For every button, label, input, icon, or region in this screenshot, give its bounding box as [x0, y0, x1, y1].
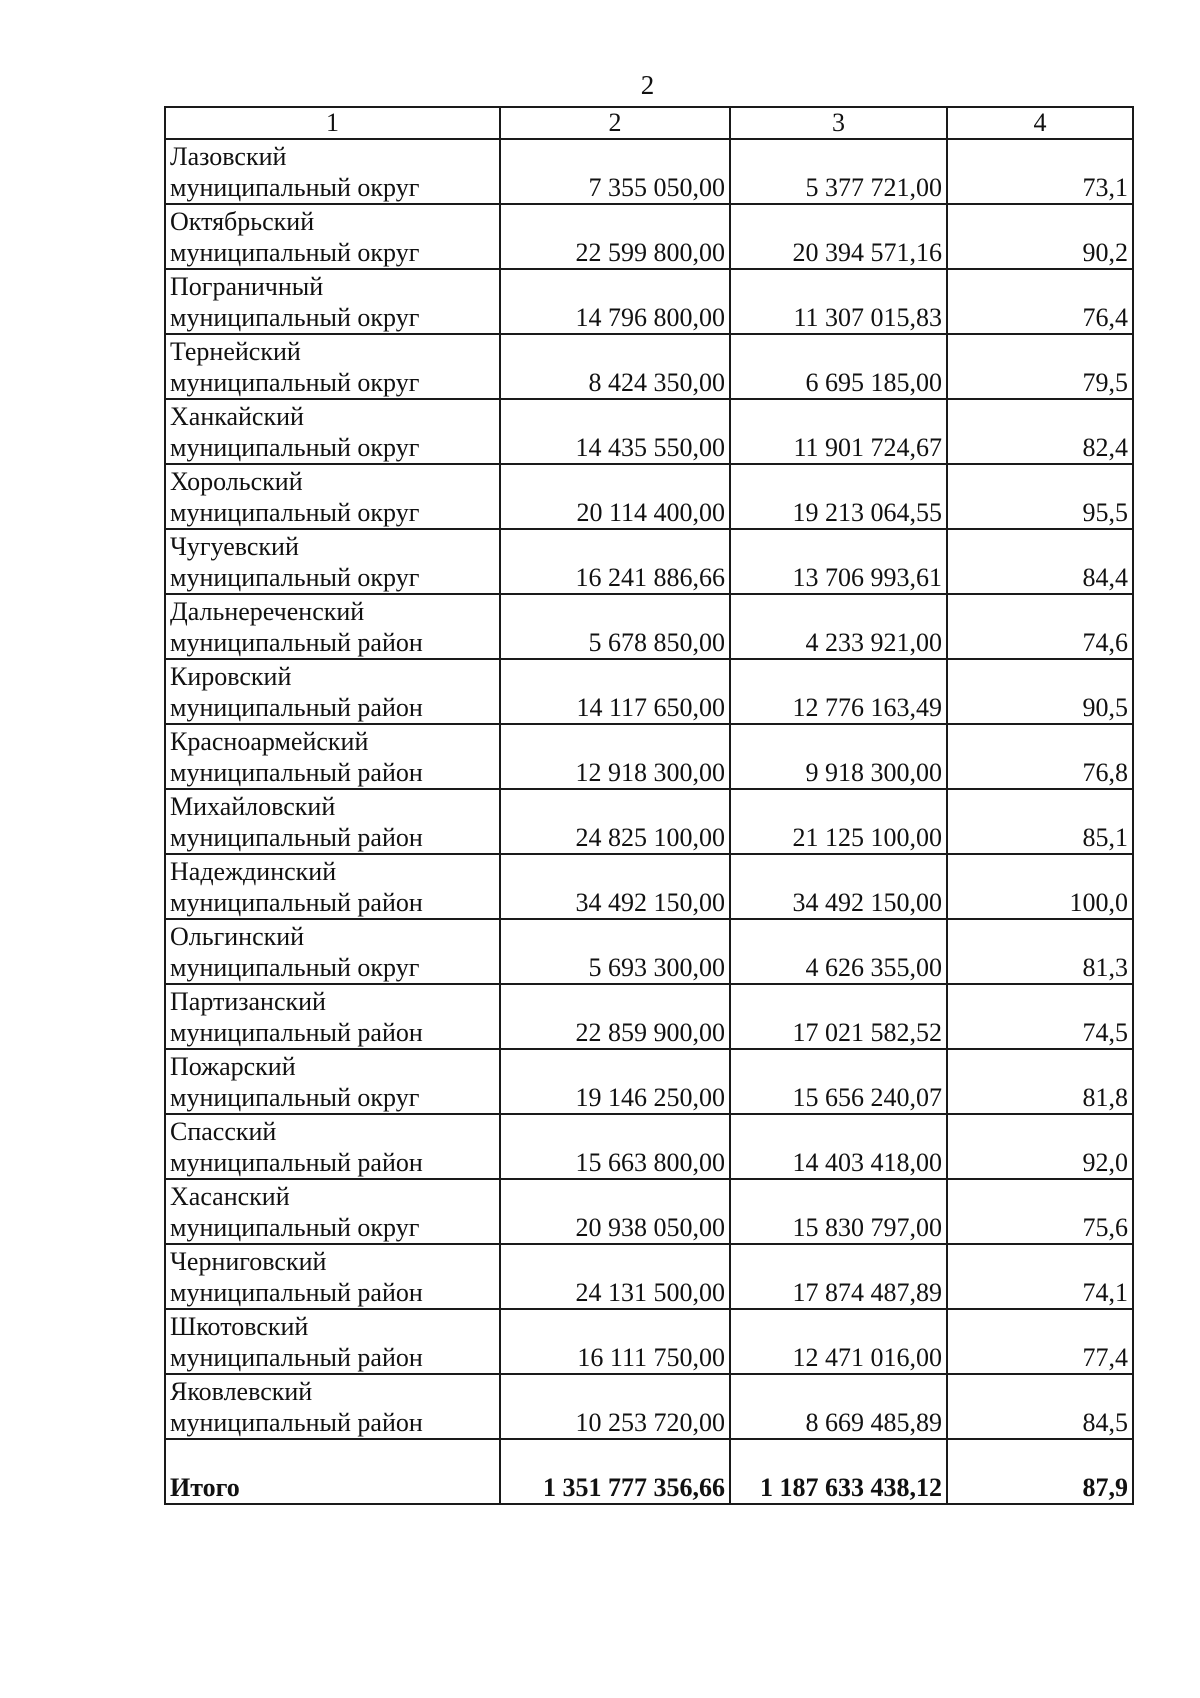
percent-col4: 79,5	[947, 334, 1133, 399]
value-col3: 11 307 015,83	[730, 269, 947, 334]
value-col2: 20 938 050,00	[500, 1179, 730, 1244]
total-value-col3: 1 187 633 438,12	[730, 1439, 947, 1504]
value-col2: 8 424 350,00	[500, 334, 730, 399]
municipality-type-line: муниципальный район	[170, 758, 423, 787]
municipality-name-line1: Кировский	[170, 662, 292, 691]
table-row	[165, 399, 1133, 464]
budget-table	[164, 106, 1134, 1505]
value-col2: 19 146 250,00	[500, 1049, 730, 1114]
percent-col4: 73,1	[947, 139, 1133, 204]
total-value-col4: 87,9	[947, 1439, 1133, 1504]
table-header-row	[165, 107, 1133, 139]
value-col2: 14 435 550,00	[500, 399, 730, 464]
value-col3: 6 695 185,00	[730, 334, 947, 399]
municipality-type-line: муниципальный округ	[170, 303, 420, 332]
value-col3: 5 377 721,00	[730, 139, 947, 204]
table-row	[165, 919, 1133, 984]
municipality-name	[165, 919, 500, 984]
municipality-name	[165, 984, 500, 1049]
municipality-name-line1: Шкотовский	[170, 1312, 309, 1341]
value-col2: 12 918 300,00	[500, 724, 730, 789]
municipality-name	[165, 399, 500, 464]
municipality-name	[165, 594, 500, 659]
value-col2: 14 117 650,00	[500, 659, 730, 724]
percent-col4: 77,4	[947, 1309, 1133, 1374]
percent-col4: 84,4	[947, 529, 1133, 594]
value-col3: 15 656 240,07	[730, 1049, 947, 1114]
value-col2: 16 111 750,00	[500, 1309, 730, 1374]
value-col2: 7 355 050,00	[500, 139, 730, 204]
municipality-type-line: муниципальный округ	[170, 433, 420, 462]
table-row	[165, 1114, 1133, 1179]
value-col2: 5 678 850,00	[500, 594, 730, 659]
municipality-name	[165, 659, 500, 724]
municipality-name-line1: Хасанский	[170, 1182, 290, 1211]
value-col3: 11 901 724,67	[730, 399, 947, 464]
column-header: 4	[947, 107, 1133, 139]
value-col3: 8 669 485,89	[730, 1374, 947, 1439]
table-row	[165, 204, 1133, 269]
value-col3: 15 830 797,00	[730, 1179, 947, 1244]
value-col2: 24 825 100,00	[500, 789, 730, 854]
percent-col4: 90,5	[947, 659, 1133, 724]
table-row	[165, 659, 1133, 724]
municipality-name-line1: Пограничный	[170, 272, 324, 301]
municipality-name	[165, 529, 500, 594]
municipality-name-line1: Хорольский	[170, 467, 303, 496]
table-row	[165, 464, 1133, 529]
page-number: 2	[640, 70, 655, 100]
municipality-type-line: муниципальный округ	[170, 368, 420, 397]
municipality-name	[165, 269, 500, 334]
municipality-name	[165, 1049, 500, 1114]
value-col2: 5 693 300,00	[500, 919, 730, 984]
municipality-name	[165, 1114, 500, 1179]
table-row	[165, 1244, 1133, 1309]
table-row	[165, 529, 1133, 594]
table-row	[165, 139, 1133, 204]
percent-col4: 82,4	[947, 399, 1133, 464]
municipality-type-line: муниципальный округ	[170, 953, 420, 982]
municipality-name	[165, 1374, 500, 1439]
municipality-name	[165, 724, 500, 789]
value-col2: 14 796 800,00	[500, 269, 730, 334]
municipality-name-line1: Дальнереченский	[170, 597, 365, 626]
municipality-type-line: муниципальный округ	[170, 498, 420, 527]
municipality-name-line1: Красноармейский	[170, 727, 369, 756]
municipality-type-line: муниципальный округ	[170, 563, 420, 592]
municipality-name-line1: Тернейский	[170, 337, 301, 366]
municipality-name	[165, 464, 500, 529]
percent-col4: 74,6	[947, 594, 1133, 659]
column-header: 2	[500, 107, 730, 139]
value-col2: 22 859 900,00	[500, 984, 730, 1049]
percent-col4: 95,5	[947, 464, 1133, 529]
municipality-type-line: муниципальный район	[170, 888, 423, 917]
value-col3: 4 626 355,00	[730, 919, 947, 984]
municipality-name-line1: Ольгинский	[170, 922, 305, 951]
value-col2: 20 114 400,00	[500, 464, 730, 529]
table-body	[165, 139, 1133, 1504]
municipality-name-line1: Партизанский	[170, 987, 326, 1016]
municipality-name-line1: Спасский	[170, 1117, 277, 1146]
total-label: Итого	[165, 1439, 500, 1504]
column-header: 1	[165, 107, 500, 139]
municipality-type-line: муниципальный округ	[170, 1213, 420, 1242]
municipality-name-line1: Надеждинский	[170, 857, 337, 886]
municipality-name	[165, 854, 500, 919]
value-col2: 22 599 800,00	[500, 204, 730, 269]
value-col3: 12 776 163,49	[730, 659, 947, 724]
municipality-name	[165, 1179, 500, 1244]
municipality-name-line1: Чугуевский	[170, 532, 299, 561]
municipality-name	[165, 1309, 500, 1374]
municipality-type-line: муниципальный район	[170, 1343, 423, 1372]
table-row	[165, 1374, 1133, 1439]
value-col3: 14 403 418,00	[730, 1114, 947, 1179]
municipality-name	[165, 789, 500, 854]
value-col2: 10 253 720,00	[500, 1374, 730, 1439]
value-col2: 15 663 800,00	[500, 1114, 730, 1179]
table-row	[165, 854, 1133, 919]
value-col3: 20 394 571,16	[730, 204, 947, 269]
municipality-name-line1: Яковлевский	[170, 1377, 313, 1406]
percent-col4: 74,5	[947, 984, 1133, 1049]
percent-col4: 76,8	[947, 724, 1133, 789]
municipality-type-line: муниципальный район	[170, 1018, 423, 1047]
table-row	[165, 334, 1133, 399]
value-col2: 24 131 500,00	[500, 1244, 730, 1309]
municipality-name	[165, 1244, 500, 1309]
table-row	[165, 724, 1133, 789]
table-row	[165, 269, 1133, 334]
table-row	[165, 1309, 1133, 1374]
table-row	[165, 789, 1133, 854]
value-col3: 12 471 016,00	[730, 1309, 947, 1374]
municipality-type-line: муниципальный район	[170, 693, 423, 722]
value-col3: 9 918 300,00	[730, 724, 947, 789]
municipality-name	[165, 204, 500, 269]
column-header: 3	[730, 107, 947, 139]
value-col2: 16 241 886,66	[500, 529, 730, 594]
municipality-type-line: муниципальный район	[170, 628, 423, 657]
municipality-type-line: муниципальный район	[170, 823, 423, 852]
percent-col4: 81,8	[947, 1049, 1133, 1114]
percent-col4: 76,4	[947, 269, 1133, 334]
percent-col4: 81,3	[947, 919, 1133, 984]
percent-col4: 92,0	[947, 1114, 1133, 1179]
table-row	[165, 594, 1133, 659]
municipality-type-line: муниципальный округ	[170, 238, 420, 267]
value-col3: 19 213 064,55	[730, 464, 947, 529]
table-row	[165, 1049, 1133, 1114]
percent-col4: 84,5	[947, 1374, 1133, 1439]
value-col3: 21 125 100,00	[730, 789, 947, 854]
value-col3: 13 706 993,61	[730, 529, 947, 594]
value-col3: 34 492 150,00	[730, 854, 947, 919]
municipality-type-line: муниципальный округ	[170, 173, 420, 202]
municipality-type-line: муниципальный район	[170, 1278, 423, 1307]
municipality-name	[165, 139, 500, 204]
table-row	[165, 1179, 1133, 1244]
value-col3: 17 874 487,89	[730, 1244, 947, 1309]
percent-col4: 100,0	[947, 854, 1133, 919]
municipality-name	[165, 334, 500, 399]
value-col3: 4 233 921,00	[730, 594, 947, 659]
municipality-name-line1: Пожарский	[170, 1052, 296, 1081]
percent-col4: 90,2	[947, 204, 1133, 269]
municipality-type-line: муниципальный район	[170, 1408, 423, 1437]
percent-col4: 74,1	[947, 1244, 1133, 1309]
percent-col4: 85,1	[947, 789, 1133, 854]
municipality-name-line1: Лазовский	[170, 142, 287, 171]
municipality-name-line1: Михайловский	[170, 792, 336, 821]
total-value-col2: 1 351 777 356,66	[500, 1439, 730, 1504]
value-col2: 34 492 150,00	[500, 854, 730, 919]
total-row	[165, 1439, 1133, 1504]
municipality-type-line: муниципальный округ	[170, 1083, 420, 1112]
municipality-name-line1: Черниговский	[170, 1247, 327, 1276]
table-row	[165, 984, 1133, 1049]
municipality-name-line1: Октябрьский	[170, 207, 315, 236]
value-col3: 17 021 582,52	[730, 984, 947, 1049]
municipality-type-line: муниципальный район	[170, 1148, 423, 1177]
percent-col4: 75,6	[947, 1179, 1133, 1244]
municipality-name-line1: Ханкайский	[170, 402, 304, 431]
